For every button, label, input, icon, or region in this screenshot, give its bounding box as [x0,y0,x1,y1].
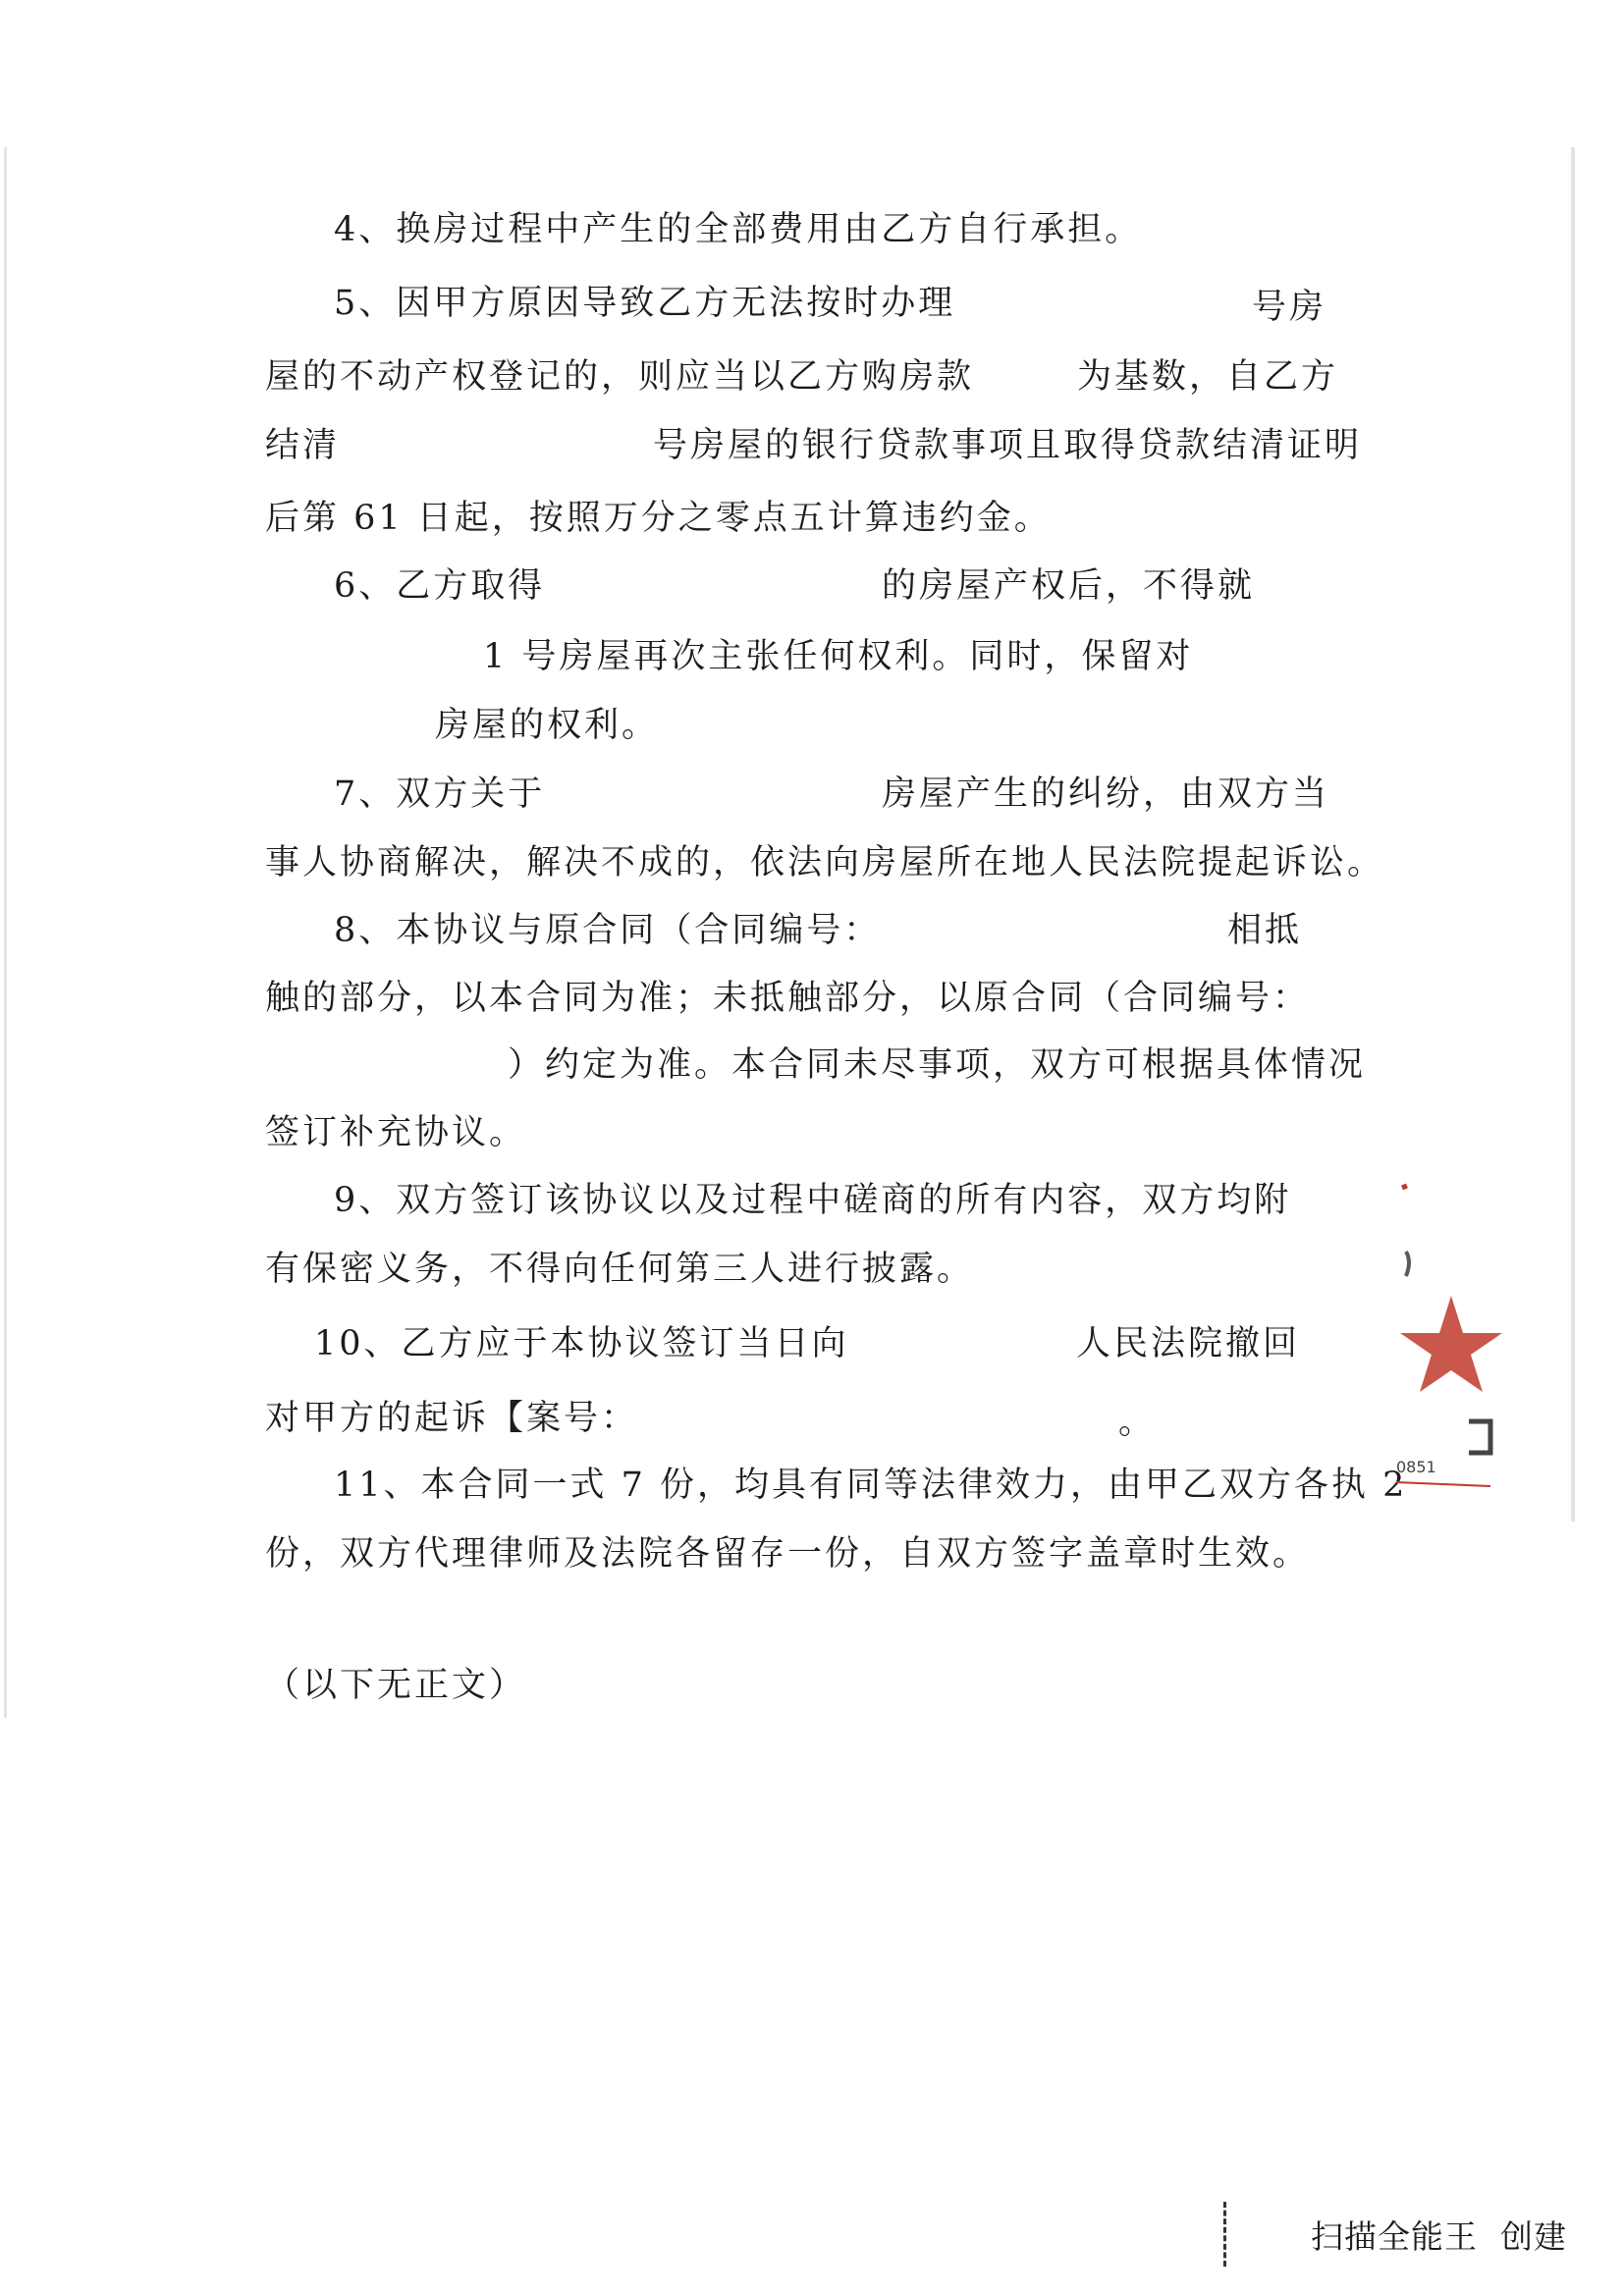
clause-10-line-2: 对甲方的起诉【案号： [265,1399,639,1438]
seal-number: 0851 [1396,1458,1436,1476]
clause-5-line-2a: 屋的不动产权登记的，则应当以乙方购房款 [265,357,975,397]
seal-star-icon [1400,1296,1502,1392]
clause-6-end: 的房屋产权后，不得就 [882,566,1256,606]
clause-8-line-3: ）约定为准。本合同未尽事项，双方可根据具体情况 [508,1045,1367,1085]
no-further-text-note: （以下无正文） [265,1666,527,1705]
clause-8-line-4: 签订补充协议。 [265,1113,527,1152]
left-edge-mark [4,147,7,1718]
clause-8-start: 8、本协议与原合同（合同编号： [334,911,882,950]
clause-7-line-2: 事人协商解决，解决不成的，依法向房屋所在地人民法院提起诉讼。 [265,843,1385,882]
right-edge-mark [1571,147,1575,1522]
clause-6-start: 6、乙方取得 [334,566,546,606]
scanner-divider [1223,2202,1226,2267]
clause-9: 9、双方签订该协议以及过程中磋商的所有内容，双方均附 [334,1181,1292,1220]
seal-stamp [1382,1158,1520,1512]
scanner-watermark: 扫描全能王 创建 [1311,2217,1567,2256]
clause-10-line-2-end: 。 [1118,1403,1157,1442]
clause-11: 11、本合同一式 7 份，均具有同等法律效力，由甲乙双方各执 2 [334,1466,1408,1505]
clause-5-line-3b: 号房屋的银行贷款事项且取得贷款结清证明 [653,426,1363,465]
clause-8-end: 相抵 [1227,911,1303,950]
clause-11-line-2: 份，双方代理律师及法院各留存一份，自双方签字盖章时生效。 [265,1534,1311,1574]
clause-10-start: 10、乙方应于本协议签订当日向 [314,1324,849,1363]
clause-7-end: 房屋产生的纠纷，由双方当 [882,774,1330,814]
clause-10-end: 人民法院撤回 [1076,1324,1301,1363]
clause-9-line-2: 有保密义务，不得向任何第三人进行披露。 [265,1250,975,1289]
clause-6-line-3: 房屋的权利。 [435,706,660,745]
clause-5-start: 5、因甲方原因导致乙方无法按时办理 [334,284,956,323]
clause-7-start: 7、双方关于 [334,774,546,814]
clause-4: 4、换房过程中产生的全部费用由乙方自行承担。 [334,210,1143,249]
clause-5-line-4: 后第 61 日起，按照万分之零点五计算违约金。 [265,499,1052,538]
clause-5-line-2b: 为基数，自乙方 [1077,357,1339,397]
clause-5-line-3a: 结清 [265,426,341,465]
clause-8-line-2: 触的部分，以本合同为准；未抵触部分，以原合同（合同编号： [265,979,1311,1018]
clause-6-line-2: 1 号房屋再次主张任何权利。同时，保留对 [483,637,1194,676]
clause-5-end: 号房 [1252,288,1327,327]
